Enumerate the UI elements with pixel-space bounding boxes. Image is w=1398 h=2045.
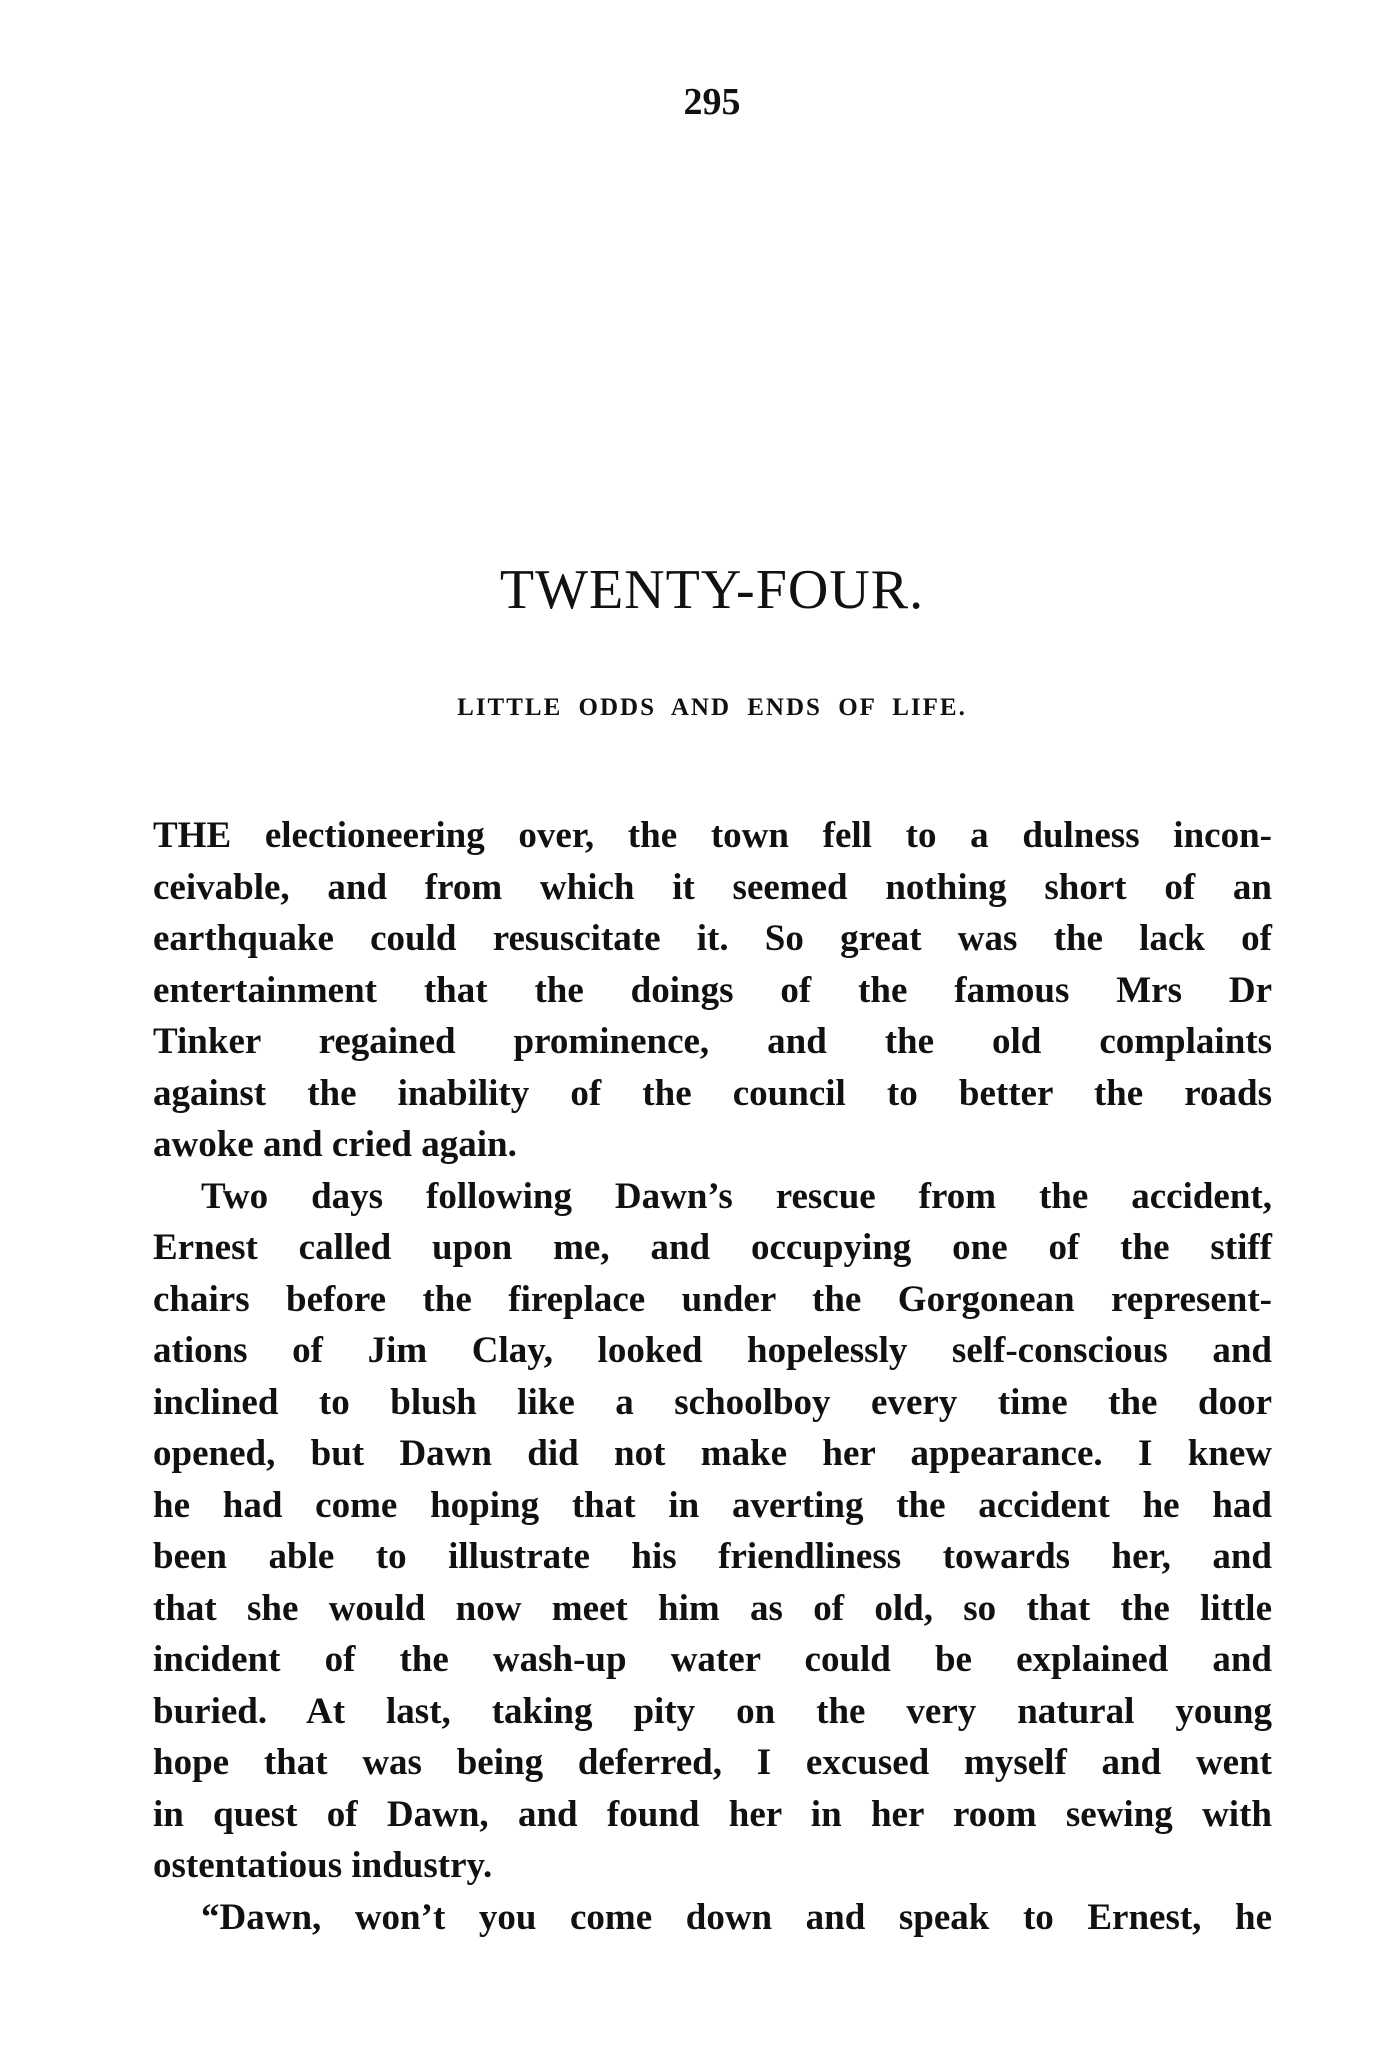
chapter-subtitle: LITTLE ODDS AND ENDS OF LIFE. [457,694,967,721]
text-line: that she would now meet him as of old, so that the little [153,1587,1272,1629]
text-line: Tinker regained prominence, and the old complaints [153,1021,1272,1062]
paragraph [153,810,1272,1171]
text-line: “Dawn, won’t you come down and speak to Ernest, he [201,1896,1272,1938]
text-line: ations of Jim Clay, looked hopelessly self-conscious and [153,1330,1272,1371]
text-line: THE electioneering over, the town fell to a dulness incon- [153,815,1272,856]
text-line: ceivable, and from which it seemed nothing short of an [153,866,1272,908]
text-line: in quest of Dawn, and found her in her room sewing with [153,1793,1272,1835]
text-line: Two days following Dawn’s rescue from the accident, [201,1175,1272,1217]
text-line: earthquake could resuscitate it. So great was the lack of [153,918,1272,959]
text-line: entertainment that the doings of the famous Mrs Dr [153,969,1272,1011]
text-line: against the inability of the council to better the roads [153,1072,1272,1114]
text-line: incident of the wash-up water could be explained and [153,1639,1272,1680]
text-line: opened, but Dawn did not make her appearance. I knew [153,1433,1272,1474]
text-line: Ernest called upon me, and occupying one of the stiff [153,1227,1272,1268]
text-line: awoke and cried again. [153,1124,517,1165]
page-number: 295 [683,81,741,123]
chapter-title: TWENTY-FOUR. [499,559,925,621]
text-line: he had come hoping that in averting the accident he had [153,1484,1272,1526]
text-line: inclined to blush like a schoolboy every time the door [153,1381,1272,1423]
paragraph [153,1892,1272,1944]
text-line: hope that was being deferred, I excused myself and went [153,1742,1272,1783]
text-line: buried. At last, taking pity on the very natural young [153,1690,1272,1732]
text-line: ostentatious industry. [153,1845,493,1886]
text-line: chairs before the fireplace under the Gorgonean represent- [153,1278,1272,1320]
paragraph [153,1171,1272,1892]
text-line: been able to illustrate his friendliness towards her, and [153,1536,1272,1577]
body-text [153,810,1272,1943]
